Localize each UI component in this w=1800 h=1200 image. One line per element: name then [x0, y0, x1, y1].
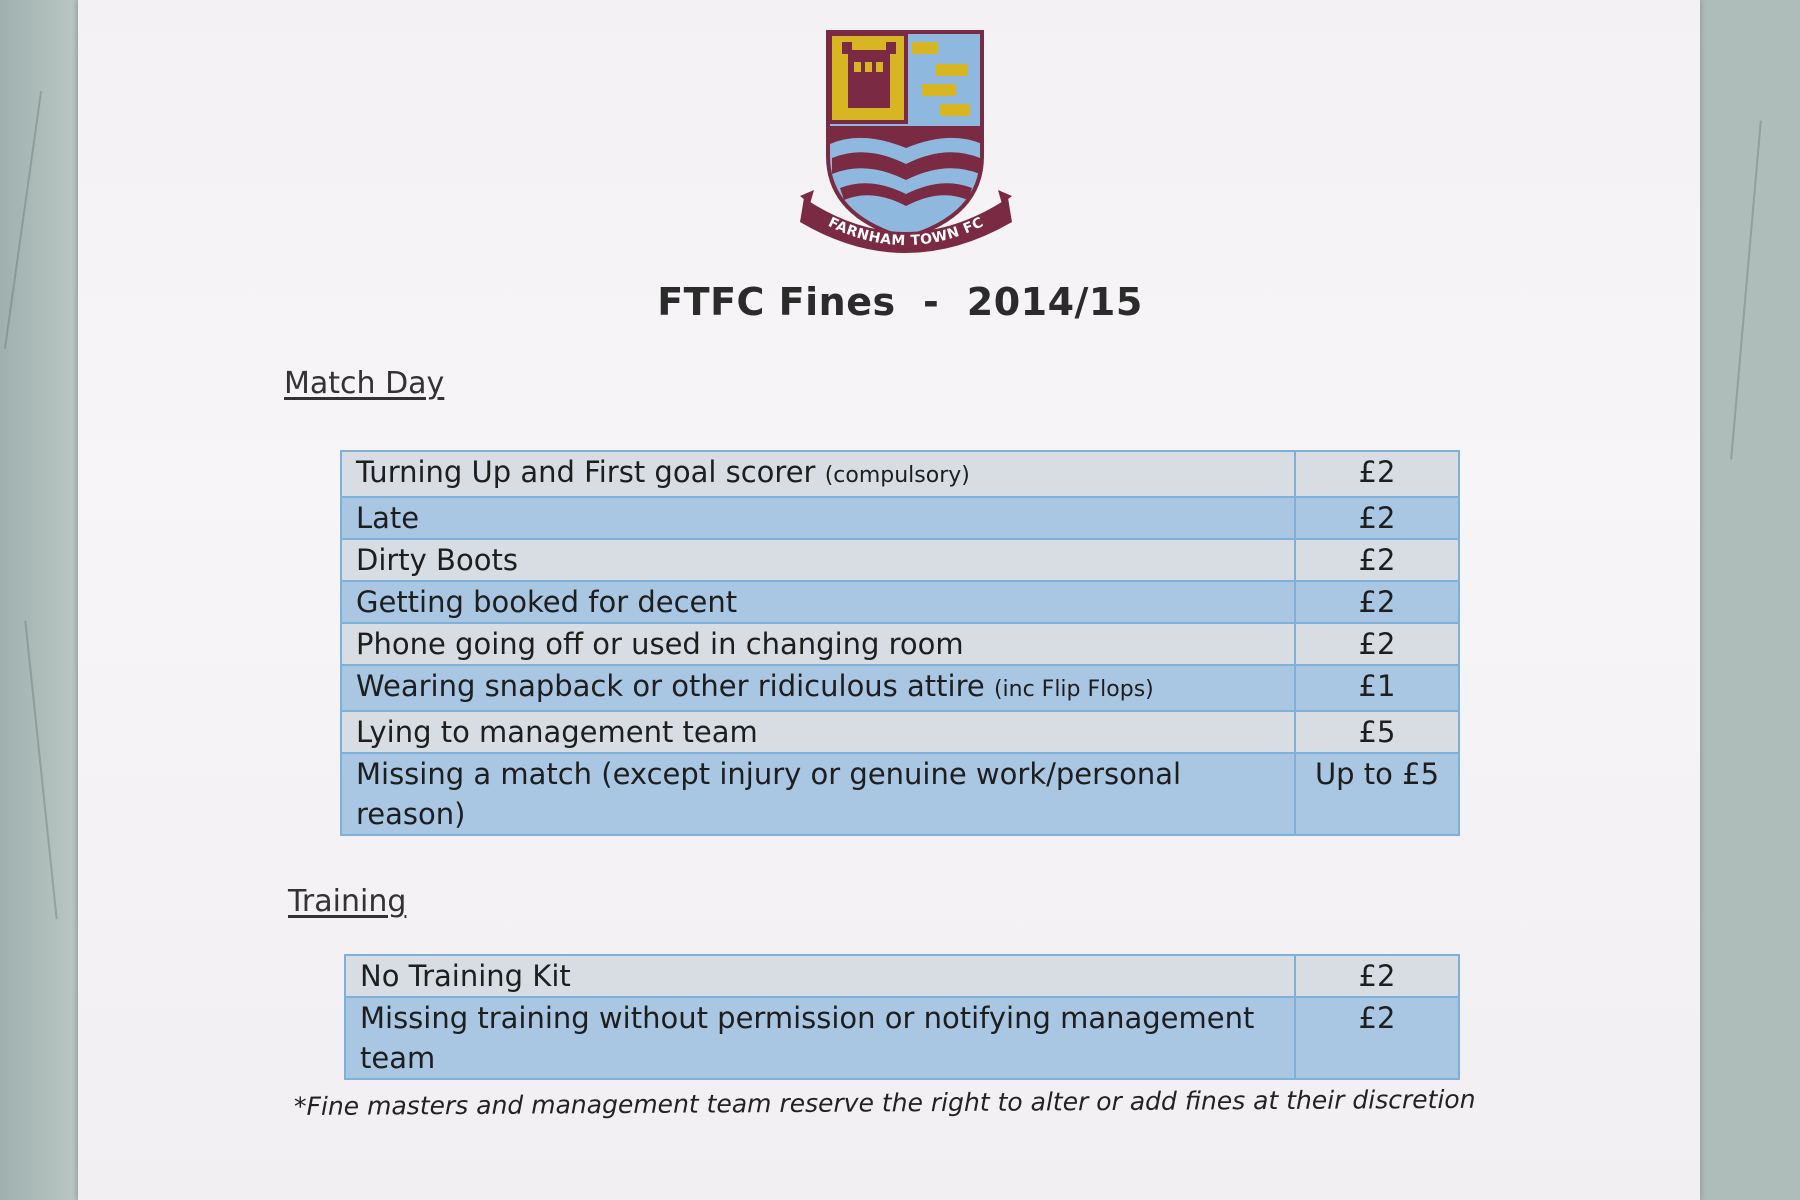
offence-cell: [341, 451, 1295, 497]
offence-text: Turning Up and First goal scorer: [356, 455, 816, 489]
table-row: [341, 539, 1459, 581]
offence-note: (inc Flip Flops): [993, 677, 1154, 702]
offence-cell: [341, 665, 1295, 711]
offence-cell: Late: [341, 497, 1295, 539]
offence-cell: No Training Kit: [345, 955, 1295, 997]
table-row: [341, 711, 1459, 753]
offence-note: (compulsory): [824, 463, 970, 488]
training-heading: Training: [288, 884, 407, 919]
amount-cell: Up to £5: [1295, 753, 1459, 835]
table-row: [341, 623, 1459, 665]
crest-text: FARNHAM TOWN FC: [825, 214, 987, 250]
amount-cell: £2: [1295, 623, 1459, 665]
table-row: [341, 753, 1459, 835]
table-row: [341, 581, 1459, 623]
offence-cell: Missing training without permission or notifying management team: [345, 997, 1295, 1079]
match-day-heading: Match Day: [284, 366, 445, 401]
table-row: [341, 497, 1459, 539]
table-row: [345, 997, 1459, 1079]
amount-cell: £2: [1295, 539, 1459, 581]
amount-cell: £5: [1295, 711, 1459, 753]
amount-cell: £1: [1295, 665, 1459, 711]
offence-cell: Dirty Boots: [341, 539, 1295, 581]
amount-cell: £2: [1295, 581, 1459, 623]
amount-cell: £2: [1295, 997, 1459, 1079]
offence-cell: Lying to management team: [341, 711, 1295, 753]
amount-cell: £2: [1295, 451, 1459, 497]
amount-cell: £2: [1295, 497, 1459, 539]
table-row: [341, 451, 1459, 497]
training-fines-table: [344, 954, 1460, 1080]
table-row: [345, 955, 1459, 997]
offence-text: Wearing snapback or other ridiculous attire: [356, 669, 985, 703]
table-row: [341, 665, 1459, 711]
amount-cell: £2: [1295, 955, 1459, 997]
offence-cell: Missing a match (except injury or genuine work/personal reason): [341, 753, 1295, 835]
club-crest-logo: [800, 26, 1012, 262]
page-title: FTFC Fines - 2014/15: [657, 280, 1143, 324]
offence-cell: Phone going off or used in changing room: [341, 623, 1295, 665]
footnote: *Fine masters and management team reserve the right to alter or add fines at their discretion: [294, 1084, 1476, 1121]
offence-cell: Getting booked for decent: [341, 581, 1295, 623]
match-day-fines-table: [340, 450, 1460, 836]
